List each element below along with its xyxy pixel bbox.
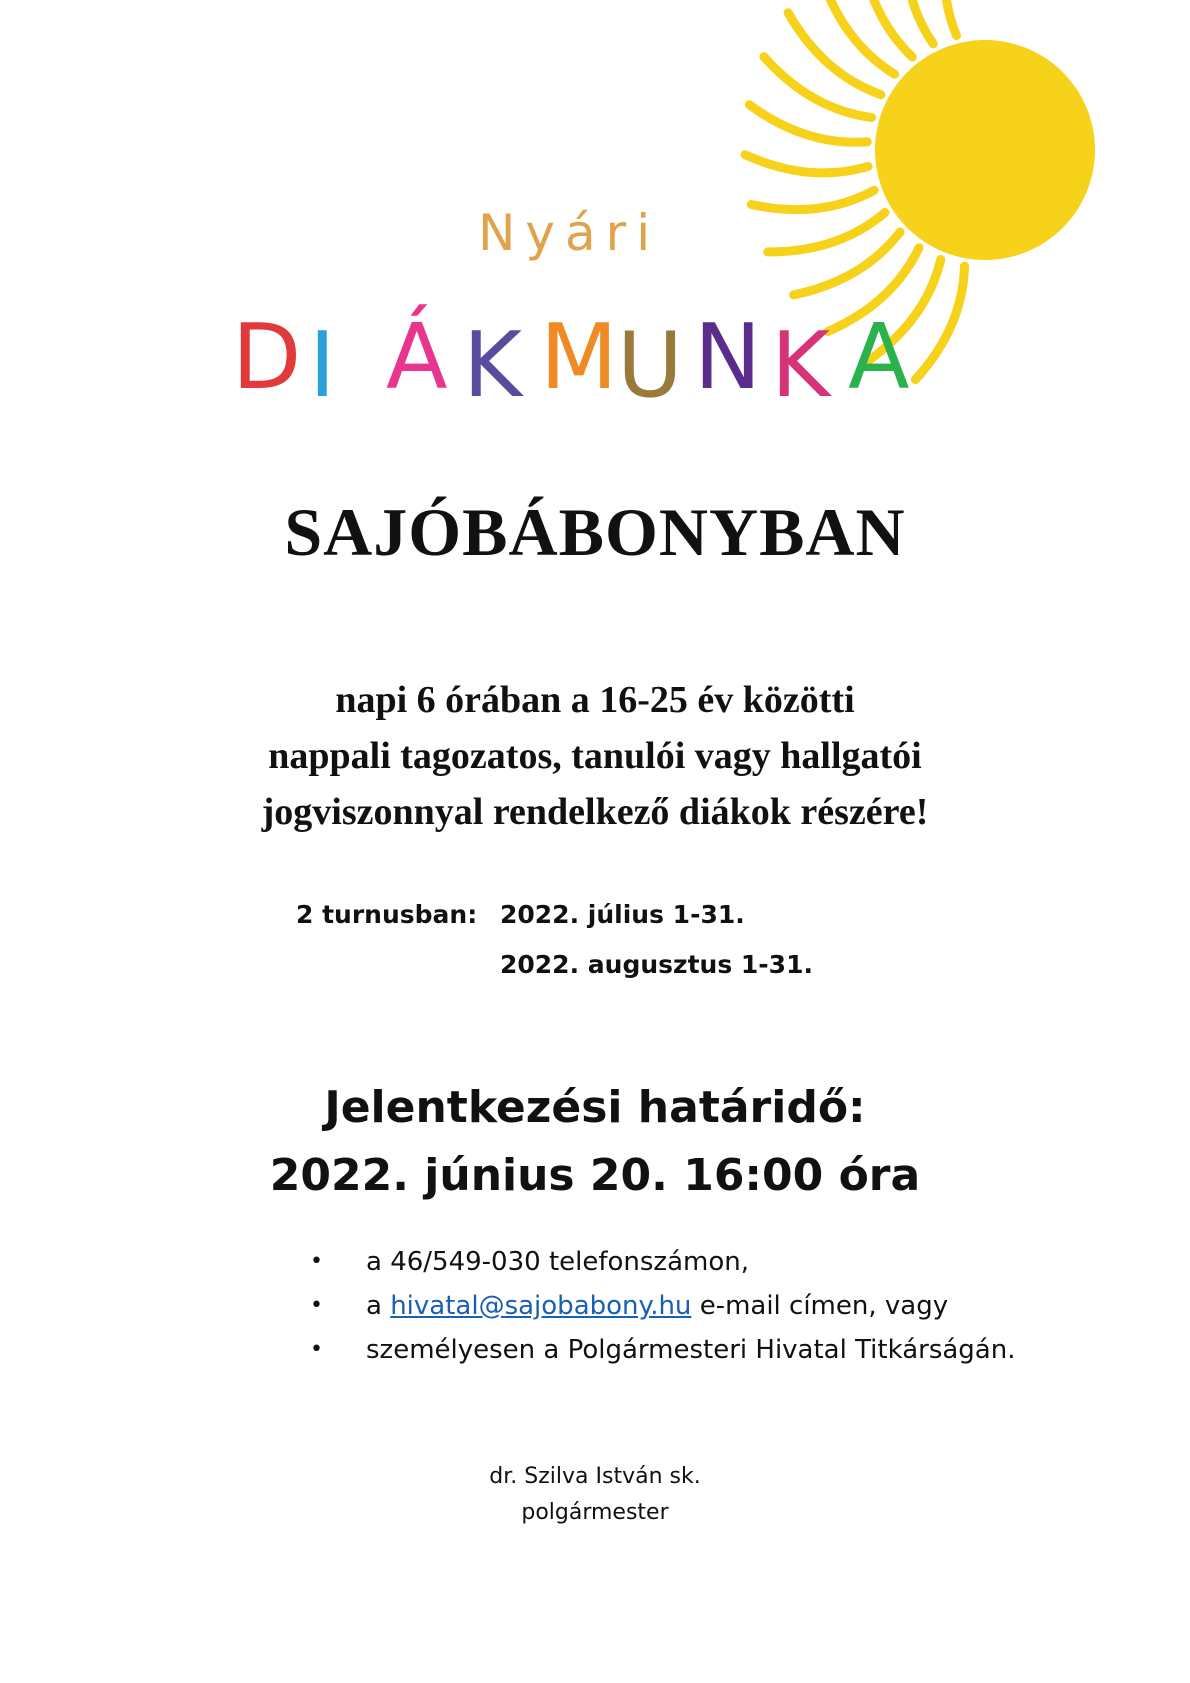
logo-letter: I (309, 313, 336, 418)
signature-name: dr. Szilva István sk. (489, 1464, 701, 1489)
intro-text (0, 672, 1190, 840)
nyari-diakmunka-logo (0, 0, 1190, 420)
bullet-icon: • (310, 1249, 323, 1274)
intro-line: nappali tagozatos, tanulói vagy hallgatói (268, 735, 922, 777)
list-item (300, 1284, 1015, 1328)
contact-list (300, 1240, 1015, 1372)
sun-ray (944, 0, 956, 36)
turns-label: 2 turnusban: (296, 900, 478, 929)
intro-line: jogviszonnyal rendelkező diákok részére! (261, 791, 929, 833)
sun-ray (745, 155, 868, 173)
sun-ray (768, 213, 885, 252)
phone-contact: a 46/549-030 telefonszámon, (366, 1247, 749, 1277)
logo-letter: M (540, 305, 618, 410)
sun-ray (751, 190, 874, 209)
logo-letter: A (848, 305, 910, 410)
logo-letter: N (694, 305, 762, 410)
bullet-icon: • (310, 1293, 323, 1318)
email-prefix: a (366, 1291, 382, 1321)
logo-top-word: Nyári (478, 204, 661, 262)
logo-letter: Á (386, 305, 448, 410)
intro-line: napi 6 órában a 16-25 év közötti (335, 679, 855, 721)
page-title: SAJÓBÁBONYBAN (284, 494, 906, 570)
logo-letter: U (617, 313, 683, 418)
logo-letter: K (771, 313, 831, 418)
list-item (300, 1240, 1015, 1284)
deadline-datetime: 2022. június 20. 16:00 óra (269, 1150, 921, 1201)
signature-role: polgármester (521, 1500, 669, 1525)
deadline-heading: Jelentkezési határidő: (324, 1082, 866, 1133)
sun-ray (915, 266, 964, 379)
turn-period-1: 2022. július 1-31. (500, 900, 745, 929)
bullet-icon: • (310, 1337, 323, 1362)
logo-letter: D (232, 305, 302, 410)
logo-main-word (232, 303, 910, 418)
email-suffix: e-mail címen, vagy (699, 1291, 949, 1321)
sun-ray (905, 0, 933, 44)
list-item (300, 1328, 1015, 1372)
turn-period-2: 2022. augusztus 1-31. (500, 950, 813, 979)
logo-letter: K (463, 313, 523, 418)
in-person-contact: személyesen a Polgármesteri Hivatal Titkárságán. (366, 1335, 1016, 1365)
email-link[interactable]: hivatal@sajobabony.hu (390, 1291, 692, 1321)
